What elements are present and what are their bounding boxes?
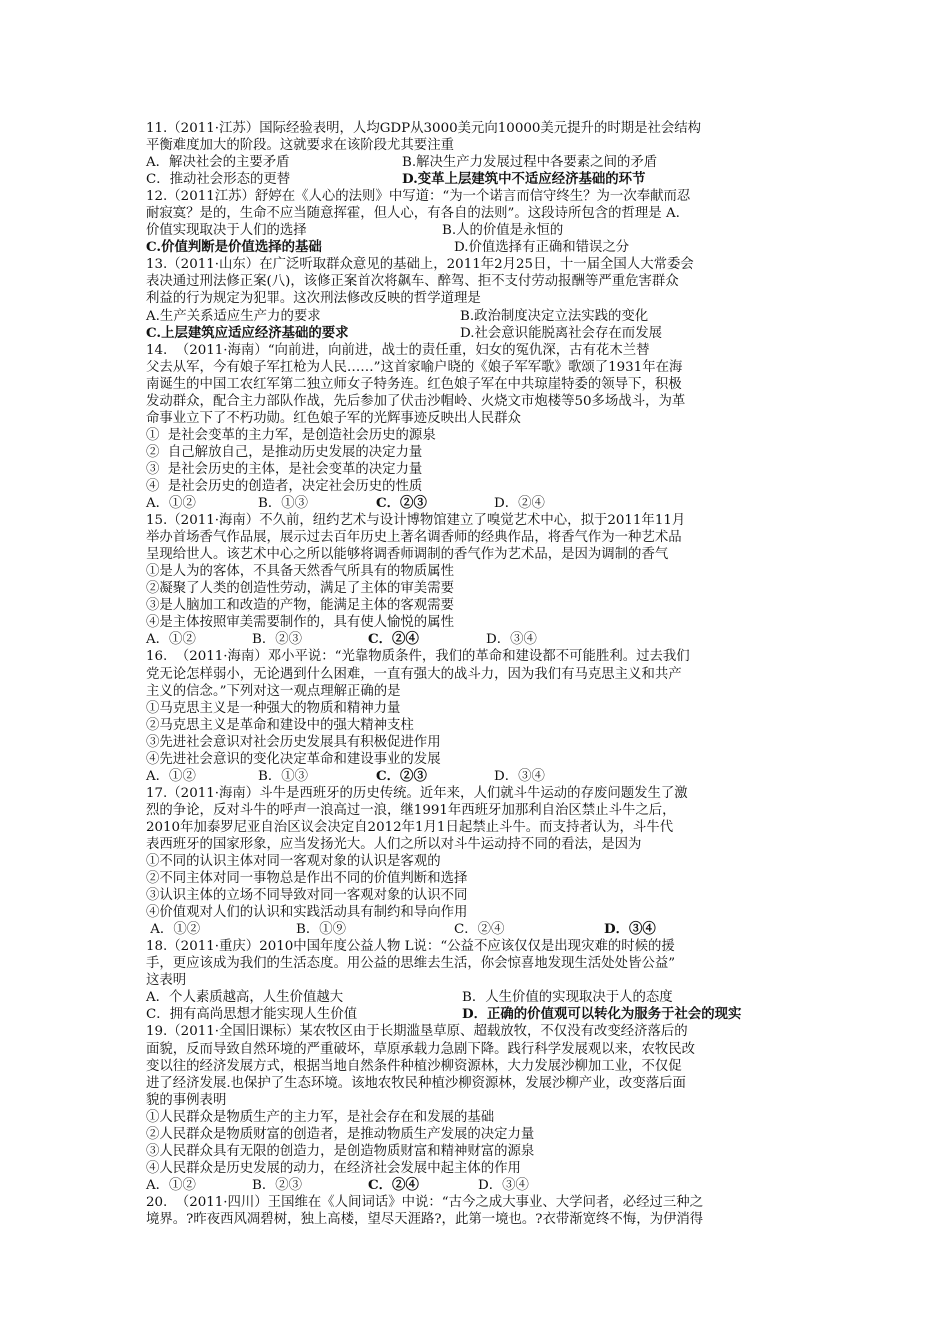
option-text: A．①② bbox=[146, 768, 196, 784]
option-text: B．①③ bbox=[258, 768, 309, 784]
line-text: 利益的行为规定为犯罪。这次刑法修改反映的哲学道理是 bbox=[146, 291, 481, 307]
line-text: 13.（2011·山东）在广泛听取群众意见的基础上，2011年2月25日，十一届全国人大常委会 bbox=[146, 257, 694, 273]
line-text: 12.（2011江苏）舒婷在《人心的法则》中写道：“为一个诺言而信守终生？为一次奉献而忍 bbox=[146, 189, 691, 205]
option-text: A．①② bbox=[146, 922, 201, 938]
text-line bbox=[146, 904, 810, 921]
line-text: 党无论怎样弱小，无论遇到什么困难，一直有强大的战斗力，因为我们有马克思主义和共产 bbox=[146, 666, 682, 682]
text-line bbox=[146, 1211, 810, 1228]
line-text: 16. （2011·海南）邓小平说：“光靠物质条件，我们的革命和建设都不可能胜利。过去我们 bbox=[146, 649, 690, 665]
option-text: C．②③ bbox=[376, 767, 427, 784]
text-line bbox=[146, 188, 810, 205]
text-line bbox=[146, 921, 810, 938]
line-text: D．正确的价值观可以转化为服务于社会的现实 bbox=[462, 1006, 742, 1023]
text-line bbox=[146, 512, 810, 529]
option-text: A．①② bbox=[146, 1177, 196, 1193]
text-line bbox=[146, 666, 810, 683]
text-line bbox=[146, 376, 810, 393]
text-line bbox=[146, 137, 810, 154]
line-text: ④先进社会意识的变化决定革命和建设事业的发展 bbox=[146, 751, 441, 767]
text-line bbox=[146, 700, 810, 717]
line-text: 面貌，反而导致自然环境的严重破坏，草原承载力急剧下降。践行科学发展观以来，农牧民改 bbox=[146, 1041, 696, 1057]
text-line bbox=[146, 597, 810, 614]
text-line bbox=[146, 648, 810, 665]
text-line bbox=[146, 785, 810, 802]
text-line bbox=[146, 410, 810, 427]
text-line bbox=[146, 444, 810, 461]
line-text: ④人民群众是历史发展的动力，在经济社会发展中起主体的作用 bbox=[146, 1160, 521, 1176]
option-text: B．①⑨ bbox=[296, 922, 347, 938]
option-text: A．①② bbox=[146, 496, 196, 512]
line-text: 平衡难度加大的阶段。这就要求在该阶段尤其要注重 bbox=[146, 138, 454, 154]
line-text: 父去从军，今有娘子军扛枪为人民……”这首家喻户晓的《娘子军军歌》歌颂了1931年在海 bbox=[146, 359, 683, 375]
line-text: 15.（2011·海南）不久前，纽约艺术与设计博物馆建立了嗅觉艺术中心，拟于2011年11月 bbox=[146, 513, 686, 529]
option-text: C.价值判断是价值选择的基础 bbox=[146, 239, 322, 256]
text-line bbox=[146, 1006, 810, 1023]
line-text: 表决通过刑法修正案(八)，该修正案首次将飙车、醉驾、拒不支付劳动报酬等严重危害群众 bbox=[146, 274, 679, 290]
line-text: 变以往的经济发展方式，根据当地自然条件种植沙柳资源林，大力发展沙柳加工业，不仅促 bbox=[146, 1058, 682, 1074]
text-line bbox=[146, 546, 810, 563]
text-line bbox=[146, 205, 810, 222]
line-text: ④价值观对人们的认识和实践活动具有制约和导向作用 bbox=[146, 905, 468, 921]
line-text: ③是人脑加工和改造的产物，能满足主体的客观需要 bbox=[146, 598, 454, 614]
option-text: C．②④ bbox=[368, 1176, 419, 1193]
text-line bbox=[146, 989, 810, 1006]
line-text: B.人的价值是永恒的 bbox=[442, 223, 564, 239]
text-line bbox=[146, 308, 810, 325]
text-line bbox=[146, 1126, 810, 1143]
text-line bbox=[146, 1177, 810, 1194]
text-line bbox=[146, 495, 810, 512]
text-line bbox=[146, 256, 810, 273]
line-text: B.政治制度决定立法实践的变化 bbox=[460, 308, 649, 324]
line-text: 这表明 bbox=[146, 973, 187, 989]
line-text: ①不同的认识主体对同一客观对象的认识是客观的 bbox=[146, 854, 441, 870]
text-line bbox=[146, 461, 810, 478]
line-text: ③人民群众具有无限的创造力，是创造物质财富和精神财富的源泉 bbox=[146, 1143, 535, 1159]
line-text: D.价值选择有正确和错误之分 bbox=[454, 240, 630, 256]
text-line bbox=[146, 529, 810, 546]
option-text: A.生产关系适应生产力的要求 bbox=[146, 308, 321, 324]
line-text: ① 是社会变革的主力军，是创造社会历史的源泉 bbox=[146, 427, 436, 443]
line-text: D.社会意识能脱离社会存在而发展 bbox=[460, 325, 662, 341]
line-text: B．人生价值的实现取决于人的态度 bbox=[462, 990, 673, 1006]
text-line bbox=[146, 239, 810, 256]
text-line bbox=[146, 222, 810, 239]
line-text: 举办首场香气作品展，展示过去百年历史上著名调香师的经典作品，将香气作为一种艺术品 bbox=[146, 530, 682, 546]
document-page bbox=[146, 120, 810, 1228]
text-line bbox=[146, 870, 810, 887]
text-line bbox=[146, 1023, 810, 1040]
line-text: 19.（2011·全国旧课标）某农牧区由于长期滥垦草原、超载放牧，不仅没有改变经济落后的 bbox=[146, 1024, 688, 1040]
text-line bbox=[146, 580, 810, 597]
option-text: C．推动社会形态的更替 bbox=[146, 172, 291, 188]
text-line bbox=[146, 768, 810, 785]
line-text: ④ 是社会历史的创造者，决定社会历史的性质 bbox=[146, 478, 423, 494]
text-line bbox=[146, 171, 810, 188]
line-text: ①人民群众是物质生产的主力军，是社会存在和发展的基础 bbox=[146, 1109, 495, 1125]
text-line bbox=[146, 887, 810, 904]
line-text: ③ 是社会历史的主体，是社会变革的决定力量 bbox=[146, 461, 423, 477]
text-line bbox=[146, 154, 810, 171]
text-line bbox=[146, 1075, 810, 1092]
option-text: B．②③ bbox=[252, 1177, 303, 1193]
text-line bbox=[146, 802, 810, 819]
line-text: 表西班牙的国家形象，应当发扬光大。人们之所以对斗牛运动持不同的看法，是因为 bbox=[146, 836, 642, 852]
line-text: ②不同主体对同一事物总是作出不同的价值判断和选择 bbox=[146, 871, 468, 887]
line-text: ②马克思主义是革命和建设中的强大精神支柱 bbox=[146, 717, 414, 733]
line-text: D．③④ bbox=[604, 921, 656, 938]
text-line bbox=[146, 1041, 810, 1058]
text-line bbox=[146, 1194, 810, 1211]
line-text: B.解决生产力发展过程中各要素之间的矛盾 bbox=[402, 155, 658, 171]
line-text: 发动群众，配合主力部队作战，先后参加了伏击沙帽岭、火烧文市炮楼等50多场战斗，为革 bbox=[146, 393, 686, 409]
line-text: D．③④ bbox=[486, 632, 537, 648]
line-text: ②人民群众是物质财富的创造者，是推动物质生产发展的决定力量 bbox=[146, 1126, 535, 1142]
option-text: A．个人素质越高，人生价值越大 bbox=[146, 990, 344, 1006]
line-text: 主义的信念。”下列对这一观点理解正确的是 bbox=[146, 683, 401, 699]
text-line bbox=[146, 853, 810, 870]
line-text: ①是人为的客体，不具备天然香气所具有的物质属性 bbox=[146, 564, 454, 580]
option-text: B．①③ bbox=[258, 496, 309, 512]
line-text: 境界。?昨夜西风凋碧树，独上高楼，望尽天涯路?，此第一境也。?衣带渐宽终不悔，为伊消得 bbox=[146, 1212, 704, 1227]
option-text: C．②④ bbox=[368, 631, 419, 648]
line-text: D.变革上层建筑中不适应经济基础的环节 bbox=[402, 171, 646, 188]
text-line bbox=[146, 342, 810, 359]
text-line bbox=[146, 359, 810, 376]
option-text: C．拥有高尚思想才能实现人生价值 bbox=[146, 1007, 358, 1023]
line-text: ①马克思主义是一种强大的物质和精神力量 bbox=[146, 700, 401, 716]
text-line bbox=[146, 563, 810, 580]
text-line bbox=[146, 1092, 810, 1109]
text-line bbox=[146, 955, 810, 972]
text-line bbox=[146, 1160, 810, 1177]
line-text: ④是主体按照审美需要制作的，具有使人愉悦的属性 bbox=[146, 615, 454, 631]
option-text: C．②③ bbox=[376, 495, 427, 512]
option-text: 价值实现取决于人们的选择 bbox=[146, 223, 307, 239]
line-text: D．③④ bbox=[494, 768, 545, 784]
text-line bbox=[146, 1143, 810, 1160]
line-text: ③认识主体的立场不同导致对同一客观对象的认识不同 bbox=[146, 888, 468, 904]
text-line bbox=[146, 717, 810, 734]
line-text: ②凝聚了人类的创造性劳动，满足了主体的审美需要 bbox=[146, 581, 454, 597]
line-text: ② 自己解放自己，是推动历史发展的决定力量 bbox=[146, 444, 423, 460]
text-line bbox=[146, 819, 810, 836]
line-text: 18.（2011·重庆）2010中国年度公益人物 L说：“公益不应该仅仅是出现灾难的时候的援 bbox=[146, 939, 675, 955]
text-line bbox=[146, 1058, 810, 1075]
text-line bbox=[146, 614, 810, 631]
line-text: 貌的事例表明 bbox=[146, 1092, 227, 1108]
line-text: ③先进社会意识对社会历史发展具有积极促进作用 bbox=[146, 734, 441, 750]
line-text: 烈的争论，反对斗牛的呼声一浪高过一浪，继1991年西班牙加那利自治区禁止斗牛之后， bbox=[146, 802, 676, 818]
line-text: 耐寂寞？是的，生命不应当随意挥霍，但人心，有各自的法则”。这段诗所包含的哲理是 A. bbox=[146, 206, 680, 222]
text-line bbox=[146, 273, 810, 290]
text-line bbox=[146, 751, 810, 768]
line-text: 14. （2011·海南）“向前进，向前进，战士的责任重，妇女的冤仇深，古有花木兰替 bbox=[146, 342, 650, 358]
line-text: 11.（2011·江苏）国际经验表明，人均GDP从3000美元向10000美元提升的时期是社会结构 bbox=[146, 121, 702, 136]
option-text: C．②④ bbox=[454, 922, 505, 938]
line-text: 17.（2011·海南）斗牛是西班牙的历史传统。近年来，人们就斗牛运动的存废问题发生了激 bbox=[146, 785, 688, 801]
line-text: 呈现给世人。该艺术中心之所以能够将调香师调制的香气作为艺术品，是因为调制的香气 bbox=[146, 547, 669, 563]
text-line bbox=[146, 393, 810, 410]
text-line bbox=[146, 938, 810, 955]
line-text: 南诞生的中国工农红军第二独立师女子特务连。红色娘子军在中共琼崖特委的领导下，积极 bbox=[146, 376, 682, 392]
option-text: A．解决社会的主要矛盾 bbox=[146, 155, 290, 171]
line-text: 手，更应该成为我们的生活态度。用公益的思维去生活，你会惊喜地发现生活处处皆公益” bbox=[146, 956, 676, 972]
text-line bbox=[146, 290, 810, 307]
line-text: D．②④ bbox=[494, 496, 545, 512]
line-text: D．③④ bbox=[478, 1177, 529, 1193]
text-line bbox=[146, 631, 810, 648]
option-text: C.上层建筑应适应经济基础的要求 bbox=[146, 324, 349, 341]
line-text: 20. （2011·四川）王国维在《人间词话》中说：“古今之成大事业、大学问者，必经过三种之 bbox=[146, 1194, 704, 1210]
option-text: A．①② bbox=[146, 632, 196, 648]
text-line bbox=[146, 427, 810, 444]
text-line bbox=[146, 734, 810, 751]
text-line bbox=[146, 683, 810, 700]
text-line bbox=[146, 325, 810, 342]
text-line bbox=[146, 836, 810, 853]
line-text: 2010年加泰罗尼亚自治区议会决定自2012年1月1日起禁止斗牛。而支持者认为，斗牛代 bbox=[146, 819, 674, 835]
line-text: 进了经济发展.也保护了生态环境。该地农牧民种植沙柳资源林，发展沙柳产业，改变落后面 bbox=[146, 1075, 686, 1091]
text-line bbox=[146, 1109, 810, 1126]
text-line bbox=[146, 120, 810, 137]
text-line bbox=[146, 972, 810, 989]
line-text: 命事业立下了不朽功勋。红色娘子军的光辉事迹反映出人民群众 bbox=[146, 410, 521, 426]
option-text: B．②③ bbox=[252, 632, 303, 648]
text-line bbox=[146, 478, 810, 495]
